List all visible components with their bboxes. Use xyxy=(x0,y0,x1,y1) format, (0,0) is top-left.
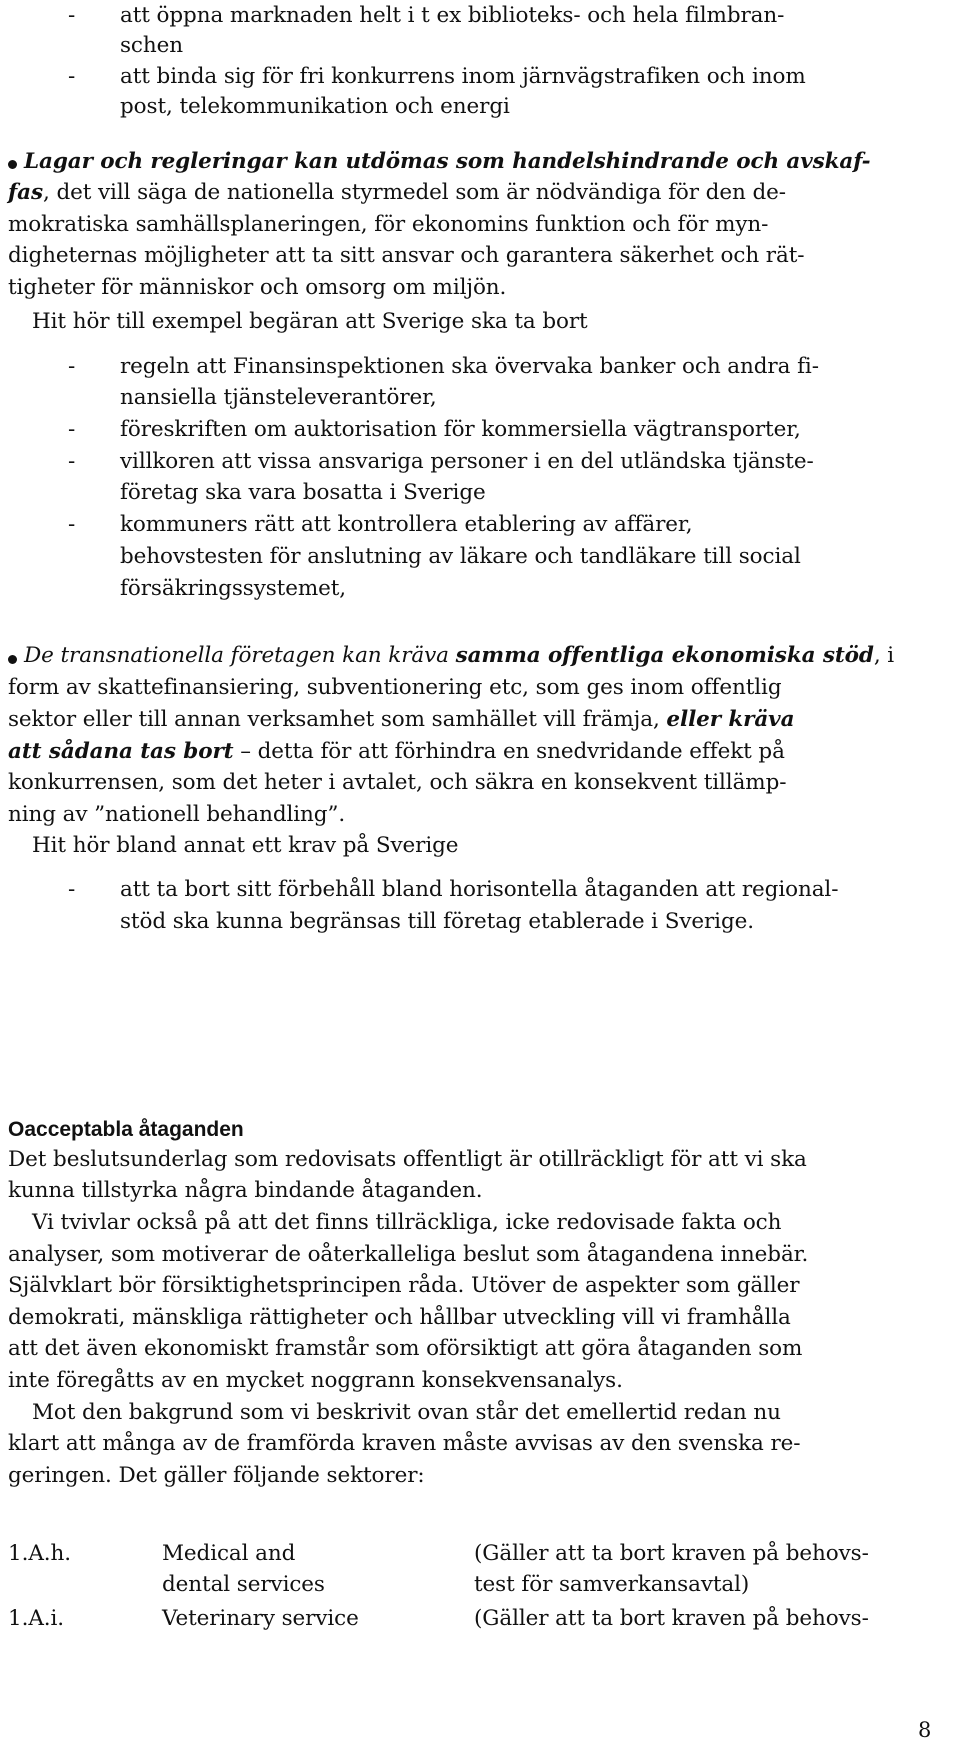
list-item-line: villkoren att vissa ansvariga personer i en del utländska tjänste- xyxy=(120,449,814,474)
sector-code: 1.A.h. xyxy=(8,1541,71,1566)
sector-name: Medical and xyxy=(162,1541,296,1566)
paragraph-line: Det beslutsunderlag som redovisats offentligt är otillräckligt för att vi ska xyxy=(8,1147,807,1172)
list-item-line: företag ska vara bosatta i Sverige xyxy=(120,480,486,505)
paragraph-line: kunna tillstyrka några bindande åtaganden. xyxy=(8,1178,483,1203)
paragraph-line xyxy=(8,736,785,768)
list-item-line: post, telekommunikation och energi xyxy=(120,94,510,119)
paragraph-line: analyser, som motiverar de oåterkalleliga beslut som åtagandena innebär. xyxy=(8,1242,809,1267)
bullet-heading: Lagar och regleringar kan utdömas som handelshindrande och avskaf- xyxy=(24,149,871,174)
text-run: , det vill säga de nationella styrmedel som är nödvändiga för den de- xyxy=(42,180,786,205)
paragraph-line xyxy=(8,704,794,736)
paragraph-intro: Hit hör bland annat ett krav på Sverige xyxy=(32,833,459,858)
list-item-line: försäkringssystemet, xyxy=(120,576,347,601)
list-item-line: att ta bort sitt förbehåll bland horisontella åtaganden att regional- xyxy=(120,877,839,902)
list-dash: - xyxy=(68,417,76,442)
list-item-line: schen xyxy=(120,33,183,58)
paragraph-line: geringen. Det gäller följande sektorer: xyxy=(8,1463,425,1488)
list-item-line: att binda sig för fri konkurrens inom järnvägstrafiken och inom xyxy=(120,64,806,89)
list-dash: - xyxy=(68,449,76,474)
list-dash: - xyxy=(68,64,76,89)
list-dash: - xyxy=(68,877,76,902)
paragraph-line: mokratiska samhällsplaneringen, för ekonomins funktion och för myn- xyxy=(8,212,769,237)
list-dash: - xyxy=(68,3,76,28)
emphasis: samma offentliga ekonomiska stöd xyxy=(455,643,874,668)
emphasis: eller kräva xyxy=(666,707,795,732)
paragraph-line: digheternas möjligheter att ta sitt ansvar och garantera säkerhet och rät- xyxy=(8,243,805,268)
list-item-line: nansiella tjänsteleverantörer, xyxy=(120,385,437,410)
bullet-icon xyxy=(8,160,17,169)
emphasis: fas xyxy=(8,180,43,205)
paragraph-line: konkurrensen, som det heter i avtalet, och säkra en konsekvent tillämp- xyxy=(8,770,787,795)
text-run: , i xyxy=(873,643,895,668)
list-dash: - xyxy=(68,354,76,379)
sector-note: test för samverkansavtal) xyxy=(474,1572,750,1597)
paragraph-line: ning av ”nationell behandling”. xyxy=(8,802,346,827)
text-run: – detta för att förhindra en snedvridande effekt på xyxy=(233,739,785,764)
paragraph-line: form av skattefinansiering, subventionering etc, som ges inom offentlig xyxy=(8,675,782,700)
list-item-line: behovstesten för anslutning av läkare och tandläkare till social xyxy=(120,544,801,569)
paragraph-intro: Hit hör till exempel begäran att Sverige ska ta bort xyxy=(32,309,588,334)
paragraph-line: Mot den bakgrund som vi beskrivit ovan står det emellertid redan nu xyxy=(32,1400,781,1425)
sector-name: Veterinary service xyxy=(162,1606,359,1631)
emphasis: att sådana tas bort xyxy=(8,739,234,764)
text-run: De transnationella företagen kan kräva xyxy=(24,643,456,668)
paragraph-line: Självklart bör försiktighetsprincipen råda. Utöver de aspekter som gäller xyxy=(8,1273,800,1298)
paragraph-line: klart att många av de framförda kraven måste avvisas av den svenska re- xyxy=(8,1431,801,1456)
paragraph-line: att det även ekonomiskt framstår som oförsiktigt att göra åtaganden som xyxy=(8,1336,803,1361)
bullet-icon xyxy=(8,655,17,664)
text-run: sektor eller till annan verksamhet som samhället vill främja, xyxy=(8,707,667,732)
list-item-line: regeln att Finansinspektionen ska övervaka banker och andra fi- xyxy=(120,354,819,379)
list-dash: - xyxy=(68,512,76,537)
page-number: 8 xyxy=(918,1718,932,1742)
paragraph-line: inte föregåtts av en mycket noggrann konsekvensanalys. xyxy=(8,1368,623,1393)
sector-code: 1.A.i. xyxy=(8,1606,64,1631)
list-item-line: kommuners rätt att kontrollera etablering av affärer, xyxy=(120,512,693,537)
list-item-line: föreskriften om auktorisation för kommersiella vägtransporter, xyxy=(120,417,801,442)
sector-name: dental services xyxy=(162,1572,325,1597)
section-heading: Oacceptabla åtaganden xyxy=(8,1118,244,1141)
sector-note: (Gäller att ta bort kraven på behovs- xyxy=(474,1606,869,1631)
paragraph-line: tigheter för människor och omsorg om miljön. xyxy=(8,275,507,300)
list-item-line: att öppna marknaden helt i t ex biblioteks- och hela filmbran- xyxy=(120,3,785,28)
paragraph-line: Vi tvivlar också på att det finns tillräckliga, icke redovisade fakta och xyxy=(32,1210,782,1235)
paragraph-line xyxy=(24,640,894,672)
paragraph-line xyxy=(8,177,786,209)
list-item-line: stöd ska kunna begränsas till företag etablerade i Sverige. xyxy=(120,909,754,934)
paragraph-line: demokrati, mänskliga rättigheter och hållbar utveckling vill vi framhålla xyxy=(8,1305,791,1330)
sector-note: (Gäller att ta bort kraven på behovs- xyxy=(474,1541,869,1566)
